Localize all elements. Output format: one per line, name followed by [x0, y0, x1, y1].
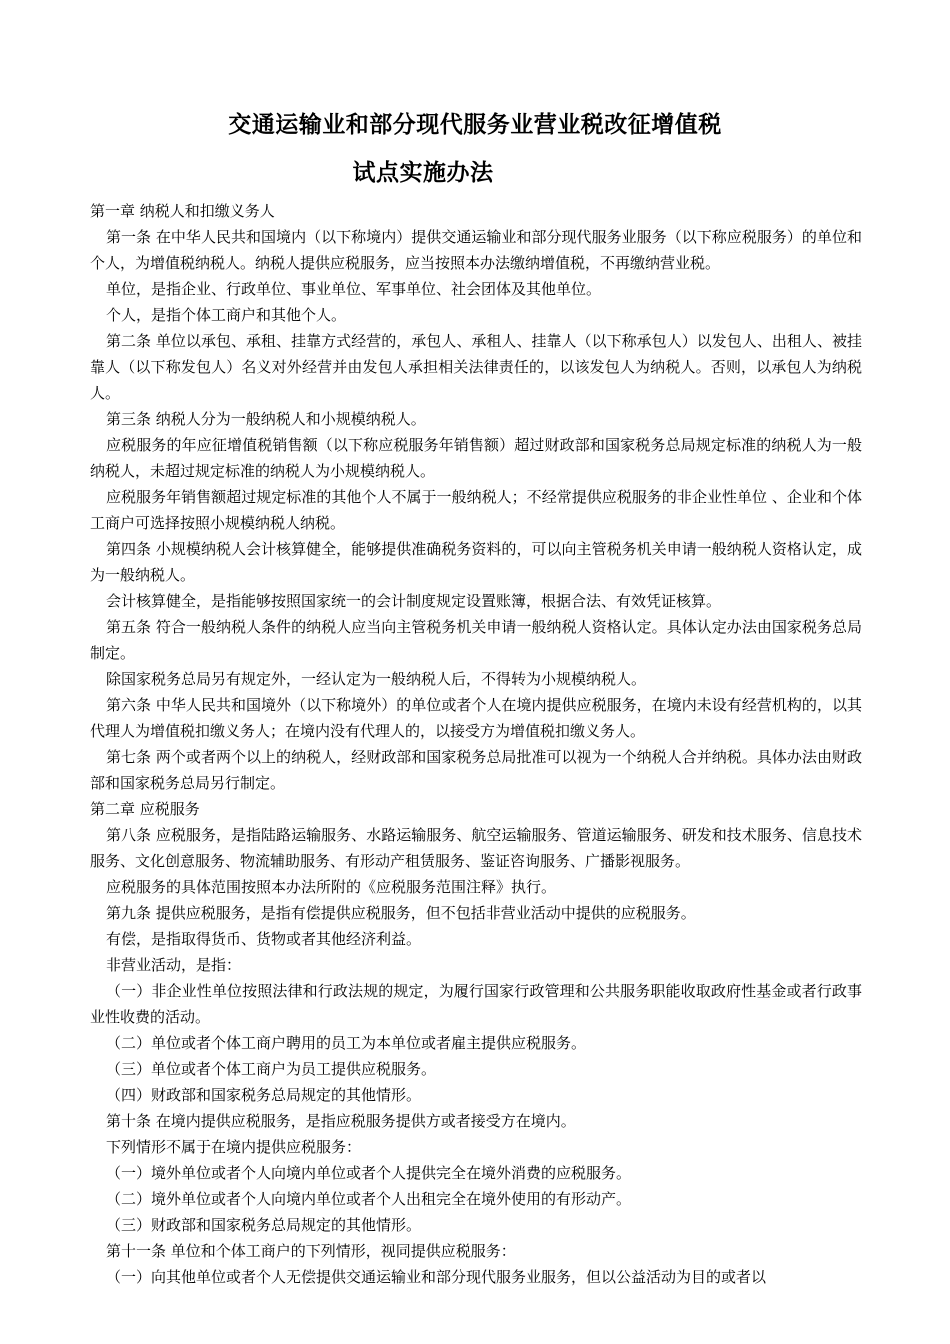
- article-paragraph: 下列情形不属于在境内提供应税服务：: [106, 1138, 362, 1156]
- list-item: （一）非企业性单位按照法律和行政法规的规定，为履行国家行政管理和公共服务职能收取政府性基金或者行政事业性收费的活动。: [90, 982, 862, 1026]
- list-item: （三）财政部和国家税务总局规定的其他情形。: [106, 1216, 422, 1234]
- list-item: （一）向其他单位或者个人无偿提供交通运输业和部分现代服务业服务，但以公益活动为目的或者以: [106, 1268, 767, 1286]
- article-paragraph: 第六条 中华人民共和国境外（以下称境外）的单位或者个人在境内提供应税服务，在境内未设有经营机构的，以其代理人为增值税扣缴义务人；在境内没有代理人的，以接受方为增值税扣缴义务人。: [90, 696, 862, 740]
- article-paragraph: 会计核算健全，是指能够按照国家统一的会计制度规定设置账簿，根据合法、有效凭证核算。: [106, 592, 722, 610]
- article-paragraph: 第五条 符合一般纳税人条件的纳税人应当向主管税务机关申请一般纳税人资格认定。具体认定办法由国家税务总局制定。: [90, 618, 862, 662]
- article-paragraph: 第十条 在境内提供应税服务，是指应税服务提供方或者接受方在境内。: [106, 1112, 576, 1130]
- article-paragraph: 第十一条 单位和个体工商户的下列情形，视同提供应税服务：: [106, 1242, 516, 1260]
- list-item: （一）境外单位或者个人向境内单位或者个人提供完全在境外消费的应税服务。: [106, 1164, 632, 1182]
- list-item: （三）单位或者个体工商户为员工提供应税服务。: [106, 1060, 437, 1078]
- article-paragraph: 有偿，是指取得货币、货物或者其他经济利益。: [106, 930, 422, 948]
- article-paragraph: 第四条 小规模纳税人会计核算健全，能够提供准确税务资料的，可以向主管税务机关申请一般纳税人资格认定，成为一般纳税人。: [90, 540, 862, 584]
- article-paragraph: 第七条 两个或者两个以上的纳税人，经财政部和国家税务总局批准可以视为一个纳税人合并纳税。具体办法由财政部和国家税务总局另行制定。: [90, 748, 862, 792]
- article-paragraph: 第八条 应税服务，是指陆路运输服务、水路运输服务、航空运输服务、管道运输服务、研发和技术服务、信息技术服务、文化创意服务、物流辅助服务、有形动产租赁服务、鉴证咨询服务、广播影视服务。: [90, 826, 862, 870]
- article-paragraph: 第一条 在中华人民共和国境内（以下称境内）提供交通运输业和部分现代服务业服务（以下称应税服务）的单位和个人，为增值税纳税人。纳税人提供应税服务，应当按照本办法缴纳增值税，不再缴纳营业税。: [90, 228, 862, 272]
- list-item: （二）单位或者个体工商户聘用的员工为本单位或者雇主提供应税服务。: [106, 1034, 587, 1052]
- article-paragraph: 除国家税务总局另有规定外，一经认定为一般纳税人后，不得转为小规模纳税人。: [106, 670, 647, 688]
- chapter-heading: 第二章 应税服务: [90, 800, 200, 818]
- document-title-line1: 交通运输业和部分现代服务业营业税改征增值税: [228, 111, 722, 138]
- article-paragraph: 单位，是指企业、行政单位、事业单位、军事单位、社会团体及其他单位。: [106, 280, 602, 298]
- article-paragraph: 应税服务的具体范围按照本办法所附的《应税服务范围注释》执行。: [106, 878, 557, 896]
- list-item: （二）境外单位或者个人向境内单位或者个人出租完全在境外使用的有形动产。: [106, 1190, 632, 1208]
- article-paragraph: 第三条 纳税人分为一般纳税人和小规模纳税人。: [106, 410, 426, 428]
- article-paragraph: 非营业活动，是指：: [106, 956, 242, 974]
- document-title-line2: 试点实施办法: [352, 159, 494, 186]
- article-paragraph: 个人，是指个体工商户和其他个人。: [106, 306, 347, 324]
- article-paragraph: 应税服务的年应征增值税销售额（以下称应税服务年销售额）超过财政部和国家税务总局规定标准的纳税人为一般纳税人，未超过规定标准的纳税人为小规模纳税人。: [90, 436, 862, 480]
- list-item: （四）财政部和国家税务总局规定的其他情形。: [106, 1086, 422, 1104]
- article-paragraph: 应税服务年销售额超过规定标准的其他个人不属于一般纳税人；不经常提供应税服务的非企业性单位 、企业和个体工商户可选择按照小规模纳税人纳税。: [90, 488, 862, 532]
- document-body: [90, 198, 862, 1290]
- article-paragraph: 第九条 提供应税服务，是指有偿提供应税服务，但不包括非营业活动中提供的应税服务。: [106, 904, 696, 922]
- chapter-heading: 第一章 纳税人和扣缴义务人: [90, 202, 275, 220]
- article-paragraph: 第二条 单位以承包、承租、挂靠方式经营的，承包人、承租人、挂靠人（以下称承包人）以发包人、出租人、被挂靠人（以下称发包人）名义对外经营并由发包人承担相关法律责任的，以该发包人为纳税人。否则，以承包人为纳税人。: [90, 332, 862, 402]
